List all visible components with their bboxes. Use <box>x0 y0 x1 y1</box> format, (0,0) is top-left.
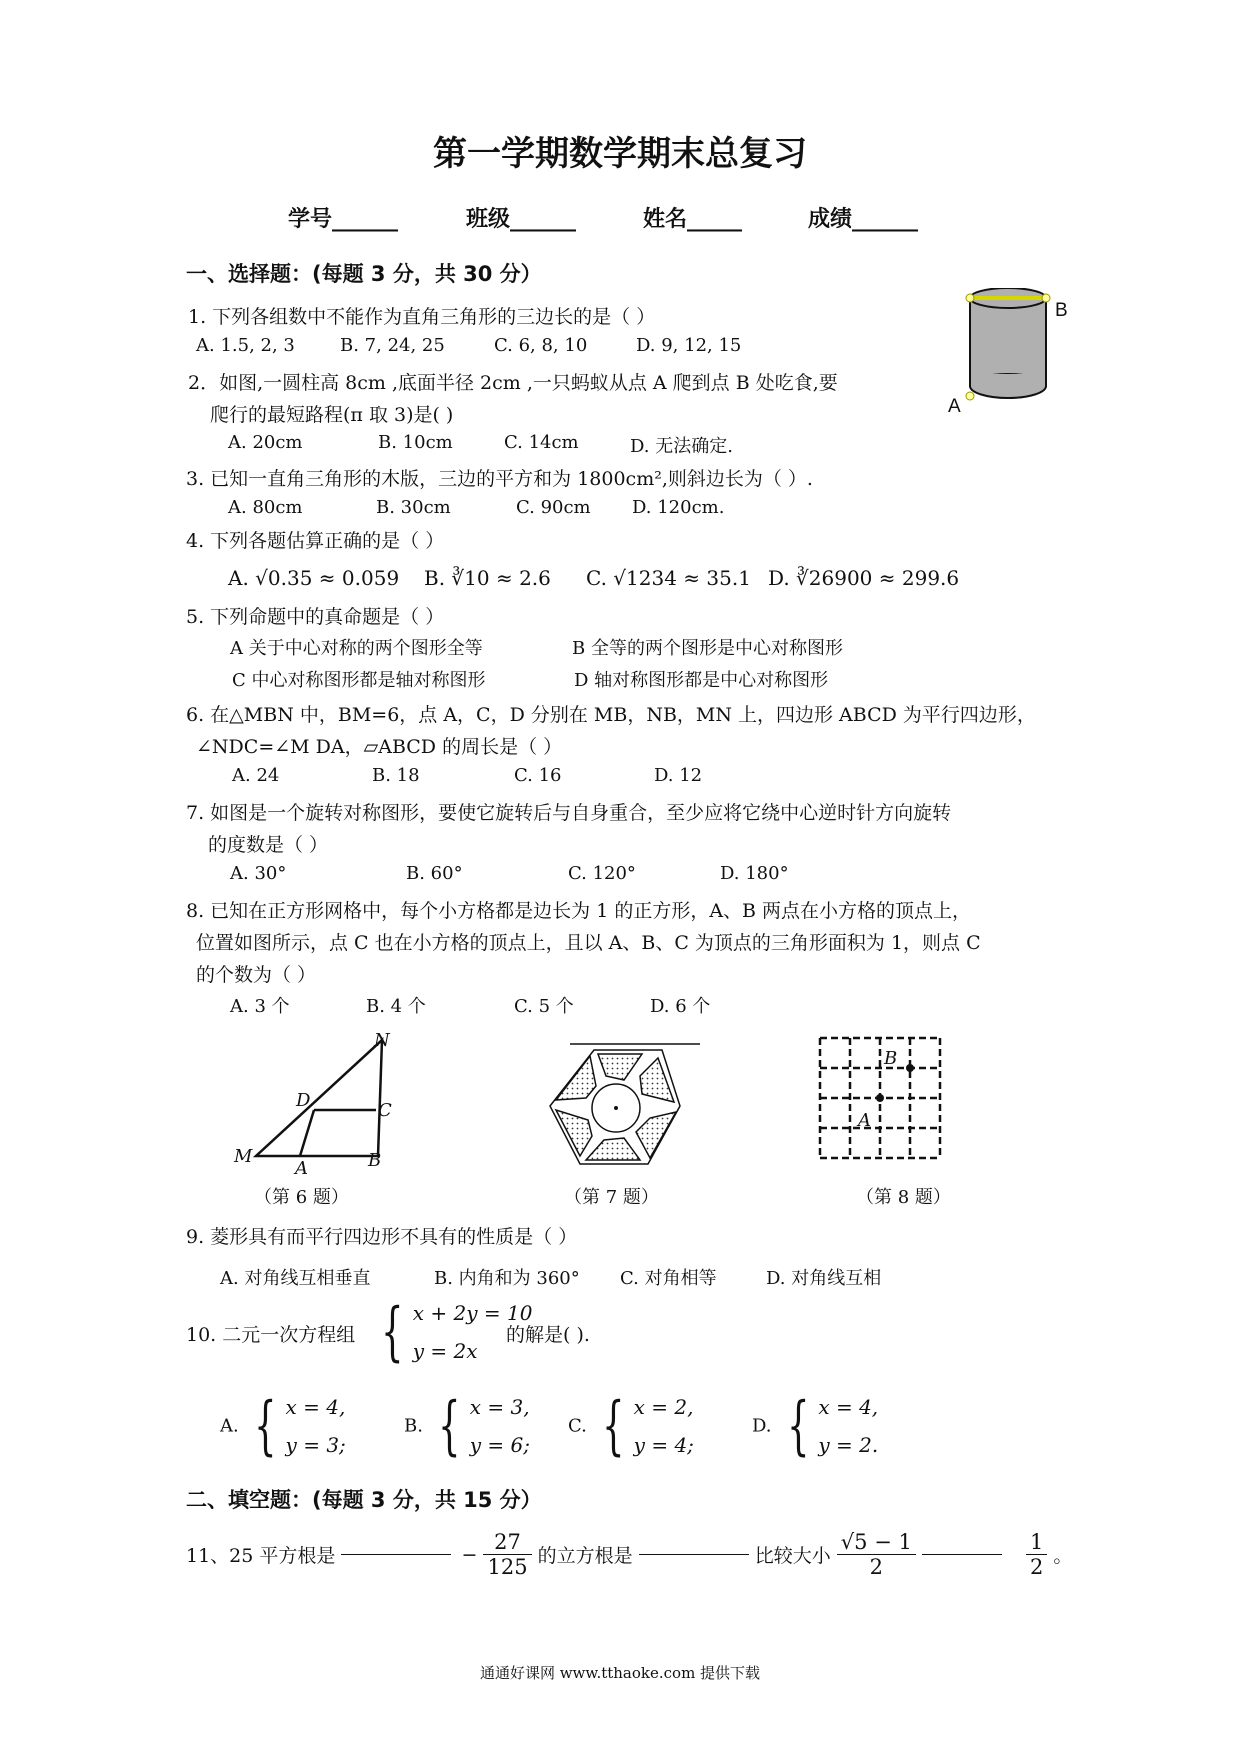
q11-fraction-half <box>1026 1530 1047 1579</box>
q11-text-compare: 比较大小 <box>754 1545 831 1567</box>
q10-option-a[interactable] <box>220 1388 346 1464</box>
q7-option-a[interactable]: A. 30° <box>230 863 287 884</box>
q3-stem: 3. 已知一直角三角形的木版，三边的平方和为 1800cm²,则斜边长为（ ）. <box>186 468 813 490</box>
q11-row <box>186 1530 1072 1579</box>
q6-option-c[interactable]: C. 16 <box>514 765 562 786</box>
q10-option-d-label: D. <box>752 1415 772 1437</box>
q8-option-d[interactable]: D. 6 个 <box>650 996 711 1017</box>
q3-option-d[interactable]: D. 120cm. <box>632 497 725 518</box>
q10-option-d-brace: { <box>786 1389 810 1463</box>
q5-option-b[interactable]: B 全等的两个图形是中心对称图形 <box>572 638 843 659</box>
q7-stem-line2: 的度数是（ ） <box>208 834 329 856</box>
q10-stem: 10. 二元一次方程组 <box>186 1324 356 1346</box>
fig6-label-n: N <box>374 1030 390 1051</box>
q7-option-c[interactable]: C. 120° <box>568 863 636 884</box>
q10-option-b-label: B. <box>404 1415 423 1437</box>
q2-option-a[interactable]: A. 20cm <box>228 432 303 453</box>
q5-option-d[interactable]: D 轴对称图形都是中心对称图形 <box>574 670 829 691</box>
q3-option-c[interactable]: C. 90cm <box>516 497 591 518</box>
q9-option-c[interactable]: C. 对角相等 <box>620 1268 717 1289</box>
q10-option-c-brace: { <box>602 1389 625 1463</box>
q4-option-d[interactable]: D. ∛26900 ≈ 299.6 <box>768 566 960 590</box>
q10-option-b-brace: { <box>438 1389 461 1463</box>
q11-text-mid: 的立方根是 <box>537 1545 633 1567</box>
q11-fraction3-num: 1 <box>1026 1530 1047 1555</box>
fig6-caption: （第 6 题） <box>254 1187 349 1208</box>
q8-stem-line1: 8. 已知在正方形网格中，每个小方格都是边长为 1 的正方形，A、B 两点在小方格的顶点上， <box>186 900 972 922</box>
q10-eq1: x + 2y = 10 <box>412 1301 533 1325</box>
student-id-field[interactable]: 学号______ <box>288 207 399 232</box>
q8-stem-line2: 位置如图所示，点 C 也在小方格的顶点上，且以 A、B、C 为顶点的三角形面积为 1，则点 C <box>196 932 981 954</box>
q11-fraction-sqrt5 <box>837 1530 916 1579</box>
q10-option-b-y: y = 6; <box>469 1433 530 1457</box>
q11-blank-sqrt[interactable] <box>341 1554 451 1555</box>
q8-option-a[interactable]: A. 3 个 <box>230 996 290 1017</box>
q11-fraction-27-125 <box>483 1530 531 1579</box>
score-field[interactable]: 成绩______ <box>808 207 919 232</box>
q10-option-a-label: A. <box>220 1415 239 1437</box>
q8-stem-line3: 的个数为（ ） <box>196 964 317 986</box>
q10-option-c-x: x = 2, <box>633 1395 694 1419</box>
q11-minus: − <box>461 1543 478 1566</box>
fig7-caption: （第 7 题） <box>564 1187 659 1208</box>
q10-option-c-y: y = 4; <box>633 1433 694 1457</box>
q9-option-d[interactable]: D. 对角线互相 <box>766 1268 882 1289</box>
q4-option-a[interactable]: A. √0.35 ≈ 0.059 <box>228 566 400 590</box>
q3-option-b[interactable]: B. 30cm <box>376 497 451 518</box>
q10-option-c[interactable] <box>568 1388 694 1464</box>
q7-option-b[interactable]: B. 60° <box>406 863 463 884</box>
q9-stem: 9. 菱形具有而平行四边形不具有的性质是（ ） <box>186 1226 578 1248</box>
q6-stem-line1: 6. 在△MBN 中，BM=6，点 A，C，D 分别在 MB，NB，MN 上，四边形 ABCD 为平行四边形， <box>186 704 1036 726</box>
q8-option-c[interactable]: C. 5 个 <box>514 996 574 1017</box>
q10-option-a-brace: { <box>253 1389 277 1463</box>
q10-option-a-y: y = 3; <box>285 1433 346 1457</box>
q10-option-d[interactable] <box>752 1388 878 1464</box>
q10-option-c-label: C. <box>568 1415 587 1437</box>
q2-stem-line1: 2．如图,一圆柱高 8cm ,底面半径 2cm ,一只蚂蚁从点 A 爬到点 B 处吃食,要 <box>188 372 838 394</box>
q5-option-c[interactable]: C 中心对称图形都是轴对称图形 <box>232 670 486 691</box>
figure-7-rotation <box>540 1036 710 1174</box>
fig6-label-b: B <box>368 1150 382 1171</box>
q2-option-d[interactable]: D. 无法确定. <box>630 436 733 457</box>
fig6-label-m: M <box>234 1146 253 1167</box>
q6-option-b[interactable]: B. 18 <box>372 765 420 786</box>
section-choice-heading: 一、选择题：(每题 3 分，共 30 分） <box>186 262 542 286</box>
q4-option-b[interactable]: B. ∛10 ≈ 2.6 <box>424 566 551 590</box>
q10-option-d-x: x = 4, <box>818 1395 879 1419</box>
fig8-caption: （第 8 题） <box>856 1187 951 1208</box>
q11-blank-compare[interactable] <box>922 1554 1002 1555</box>
q1-option-d[interactable]: D. 9, 12, 15 <box>636 335 742 356</box>
q1-option-b[interactable]: B. 7, 24, 25 <box>340 335 445 356</box>
fig8-label-b: B <box>884 1048 898 1069</box>
q10-option-b[interactable] <box>404 1388 530 1464</box>
figure-8-grid <box>816 1034 946 1164</box>
q6-option-d[interactable]: D. 12 <box>654 765 703 786</box>
q4-option-c[interactable]: C. √1234 ≈ 35.1 <box>586 566 751 590</box>
fig8-label-a: A <box>858 1110 871 1131</box>
q11-text-pre: 11、25 平方根是 <box>186 1545 336 1567</box>
name-field[interactable]: 姓名_____ <box>643 207 743 232</box>
q3-option-a[interactable]: A. 80cm <box>228 497 303 518</box>
q11-fraction-num: 27 <box>483 1530 531 1555</box>
q2-option-c[interactable]: C. 14cm <box>504 432 579 453</box>
class-field[interactable]: 班级______ <box>466 207 577 232</box>
q11-fraction3-den: 2 <box>1029 1555 1044 1579</box>
q1-option-a[interactable]: A. 1.5, 2, 3 <box>196 335 295 356</box>
page-title: 第一学期数学期末总复习 <box>433 134 807 174</box>
q11-fraction-den: 125 <box>487 1555 528 1579</box>
q10-option-d-y: y = 2. <box>818 1433 879 1457</box>
fig6-label-d: D <box>296 1090 311 1111</box>
cylinder-label-a: A <box>948 396 961 417</box>
q10-option-b-x: x = 3, <box>469 1395 530 1419</box>
q8-option-b[interactable]: B. 4 个 <box>366 996 426 1017</box>
fig6-label-a: A <box>295 1158 308 1179</box>
q9-option-a[interactable]: A. 对角线互相垂直 <box>220 1268 371 1289</box>
q9-option-b[interactable]: B. 内角和为 360° <box>434 1268 580 1289</box>
q10-brace: { <box>381 1295 404 1369</box>
page-footer: 通通好课网 www.tthaoke.com 提供下载 <box>479 1664 761 1682</box>
q11-text-end: 。 <box>1053 1545 1073 1567</box>
q11-blank-cbrt[interactable] <box>639 1554 749 1555</box>
q10-stem-end: 的解是( ). <box>506 1324 590 1346</box>
q1-stem: 1. 下列各组数中不能作为直角三角形的三边长的是（ ） <box>188 306 656 328</box>
q1-option-c[interactable]: C. 6, 8, 10 <box>494 335 588 356</box>
q5-stem: 5. 下列命题中的真命题是（ ） <box>186 606 445 628</box>
section-fill-heading: 二、填空题：(每题 3 分，共 15 分） <box>186 1488 542 1512</box>
q10-eq2: y = 2x <box>412 1339 478 1363</box>
fig6-label-c: C <box>378 1100 392 1121</box>
q10-option-a-x: x = 4, <box>285 1395 346 1419</box>
q6-option-a[interactable]: A. 24 <box>232 765 280 786</box>
q4-stem: 4. 下列各题估算正确的是（ ） <box>186 530 445 552</box>
q2-option-b[interactable]: B. 10cm <box>378 432 453 453</box>
q11-fraction2-den: 2 <box>869 1555 883 1579</box>
q5-option-a[interactable]: A 关于中心对称的两个图形全等 <box>230 638 483 659</box>
cylinder-label-b: B <box>1055 300 1068 321</box>
q6-stem-line2: ∠NDC=∠M DA，▱ABCD 的周长是（ ） <box>196 736 563 758</box>
q2-stem-line2: 爬行的最短路程(π 取 3)是( ) <box>210 404 454 426</box>
q11-fraction2-num: √5 − 1 <box>837 1530 916 1555</box>
q7-stem-line1: 7. 如图是一个旋转对称图形，要使它旋转后与自身重合，至少应将它绕中心逆时针方向旋转 <box>186 802 952 824</box>
q7-option-d[interactable]: D. 180° <box>720 863 789 884</box>
